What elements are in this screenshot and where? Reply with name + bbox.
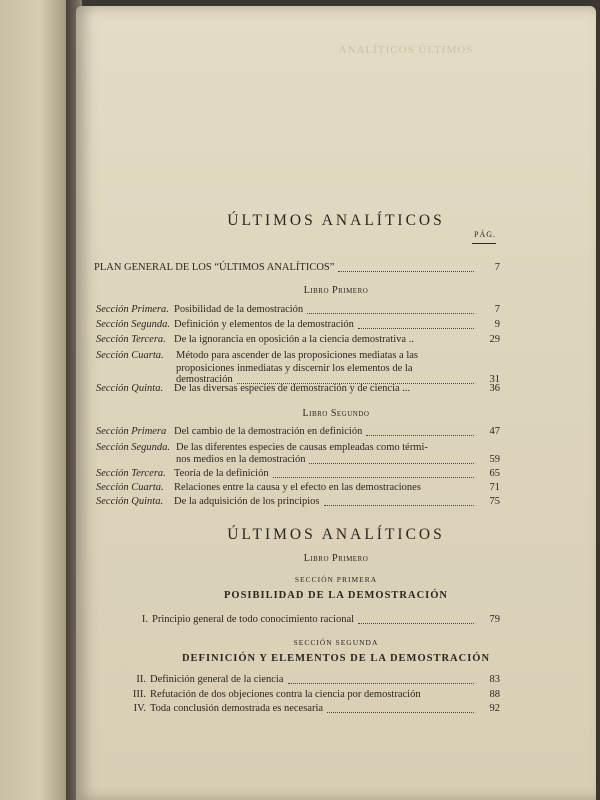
toc-row: [96, 383, 500, 396]
leader-dots: [366, 435, 474, 436]
leader-dots: [327, 712, 474, 713]
toc-page: 71: [489, 482, 500, 493]
toc-section: Sección Quinta.: [96, 496, 164, 507]
toc-row: [96, 334, 500, 347]
leader-dots: [358, 623, 474, 624]
toc-text: Teoría de la definición: [174, 468, 269, 479]
toc-page: 36: [489, 383, 500, 394]
main-title: ÚLTIMOS ANALÍTICOS: [227, 212, 445, 229]
chapter-text: Definición general de la ciencia: [150, 674, 284, 685]
chapter-text: Toda conclusión demostrada es necesaria: [150, 703, 324, 714]
second-title: ÚLTIMOS ANALÍTICOS: [227, 526, 445, 543]
toc-row: [96, 319, 500, 332]
libro-segundo-label: Libro Segundo: [302, 408, 370, 419]
leader-dots: [288, 683, 474, 684]
toc-text: De la adquisición de los principios: [174, 496, 320, 507]
leader-dots: [273, 477, 474, 478]
toc-row: [96, 482, 500, 495]
chapter-number: II.: [136, 674, 146, 685]
chapter-page: 92: [489, 703, 500, 714]
chapter-page: 83: [489, 674, 500, 685]
toc-page: 7: [494, 262, 500, 273]
toc-text: Posibilidad de la demostración: [174, 304, 304, 315]
facing-page: [0, 0, 72, 800]
toc-text: Del cambio de la demostración en definición: [174, 426, 363, 437]
toc-text: Relaciones entre la causa y el efecto en las demostraciones: [174, 482, 421, 493]
chapter-text: Refutación de dos objeciones contra la ciencia por demostración: [150, 689, 421, 700]
toc-text: PLAN GENERAL DE LOS “ÚLTIMOS ANALÍTICOS”: [94, 262, 335, 273]
page-column-label: PÁG.: [474, 230, 497, 239]
chapter-row: [120, 674, 500, 687]
chapter-text: Principio general de todo conocimiento racional: [152, 614, 355, 625]
leader-dots: [338, 271, 474, 272]
toc-text-line: demostración: [176, 374, 233, 385]
leader-dots: [307, 313, 474, 314]
toc-section: Sección Cuarta.: [96, 350, 164, 361]
chapter-number: III.: [132, 689, 146, 700]
toc-section: Sección Segunda.: [96, 319, 171, 330]
heading-posibilidad: POSIBILIDAD DE LA DEMOSTRACIÓN: [224, 590, 448, 601]
book-page: [76, 6, 596, 800]
toc-text-line: De las diferentes especies de causas empleadas como térmi-: [176, 442, 428, 453]
toc-section: Sección Primera: [96, 426, 167, 437]
toc-text: De la ignorancia en oposición a la ciencia demostrativa ..: [174, 334, 414, 345]
toc-row-segunda-end: [176, 454, 500, 467]
libro-primero-label: Libro Primero: [303, 285, 369, 296]
toc-text-line: Método para ascender de las proposiciones mediatas a las: [176, 350, 418, 361]
chapter-row: [120, 703, 500, 716]
toc-page: 65: [489, 468, 500, 479]
leader-dots: [358, 328, 474, 329]
toc-row: [96, 304, 500, 317]
seccion-primera-caps: SECCIÓN PRIMERA: [294, 575, 378, 584]
toc-page: 59: [489, 454, 500, 465]
toc-page: 31: [489, 374, 500, 385]
chapter-number: I.: [141, 614, 148, 625]
toc-page: 7: [494, 304, 500, 315]
chapter-page: 79: [489, 614, 500, 625]
chapter-number: IV.: [133, 703, 146, 714]
toc-text-line: nos medios en la demostración: [176, 454, 306, 465]
toc-row: [96, 426, 500, 439]
toc-section: Sección Primera.: [96, 304, 169, 315]
toc-section: Sección Cuarta.: [96, 482, 164, 493]
toc-text-line: proposiciones inmediatas y discernir los elementos de la: [176, 362, 413, 374]
chapter-row: [120, 689, 500, 702]
chapter-row: [130, 614, 500, 627]
toc-plan-general: [94, 262, 500, 275]
heading-definicion: DEFINICIÓN Y ELEMENTOS DE LA DEMOSTRACIÓN: [181, 653, 491, 664]
toc-text: De las diversas especies de demostración y de ciencia ...: [174, 383, 411, 394]
seccion-segunda-caps: SECCIÓN SEGUNDA: [293, 638, 379, 647]
toc-page: 47: [489, 426, 500, 437]
toc-page: 9: [494, 319, 500, 330]
toc-section: Sección Tercera.: [96, 334, 166, 345]
toc-row: [96, 468, 500, 481]
page-column-rule: [472, 243, 496, 244]
leader-dots: [324, 505, 474, 506]
toc-section: Sección Quinta.: [96, 383, 164, 394]
chapter-page: 88: [489, 689, 500, 700]
toc-section: Sección Segunda.: [96, 442, 171, 453]
leader-dots: [309, 463, 474, 464]
show-through-header: ANALÍTICOS ÚLTIMOS: [338, 44, 474, 56]
toc-text: Definición y elementos de la demostración: [174, 319, 354, 330]
toc-row: [96, 496, 500, 509]
toc-section: Sección Tercera.: [96, 468, 166, 479]
libro-primero-label-2: Libro Primero: [303, 553, 369, 564]
toc-page: 29: [489, 334, 500, 345]
toc-page: 75: [489, 496, 500, 507]
